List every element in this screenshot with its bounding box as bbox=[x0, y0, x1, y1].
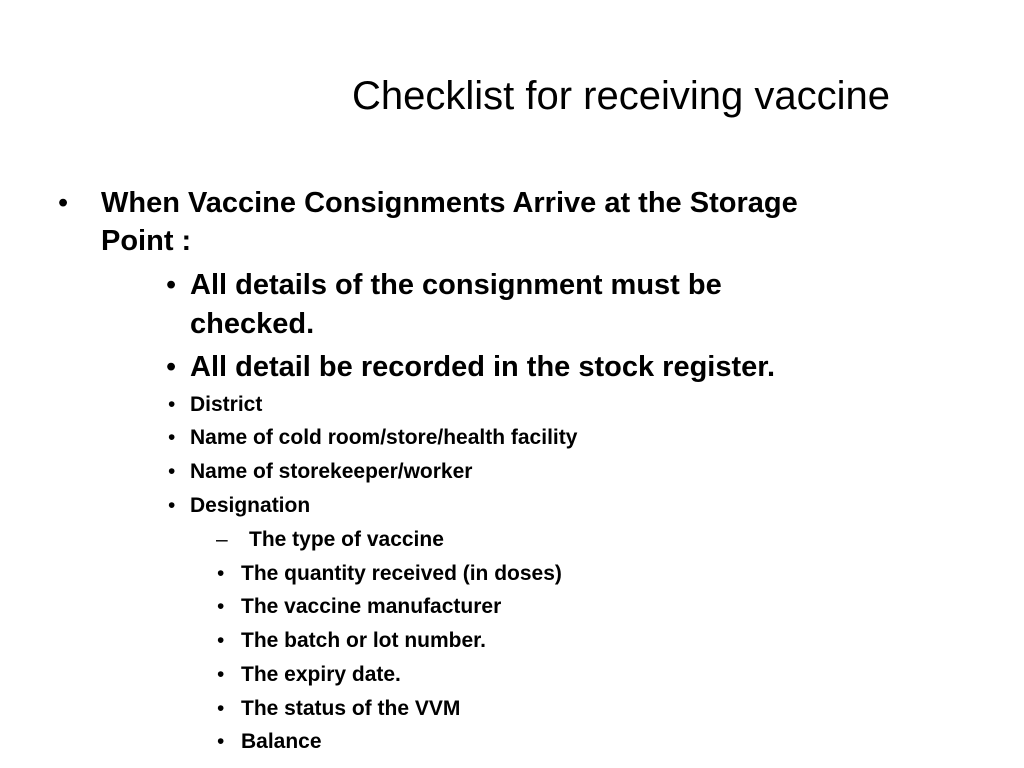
bullet-level1-line2: Point : bbox=[101, 225, 192, 257]
bullet-text: The batch or lot number. bbox=[241, 629, 487, 652]
bullet-text: The type of vaccine bbox=[249, 528, 444, 551]
bullet-level1-line1: When Vaccine Consignments Arrive at the Storage bbox=[101, 187, 798, 219]
bullet-dot-icon: • bbox=[217, 629, 225, 652]
bullet-dot-icon: • bbox=[168, 426, 176, 449]
bullet-text: Balance bbox=[241, 730, 322, 753]
bullet-text: The vaccine manufacturer bbox=[241, 595, 502, 618]
bullet-text-line2: checked. bbox=[190, 308, 315, 340]
bullet-dot-icon: • bbox=[168, 460, 176, 483]
bullet-dot-icon: • bbox=[166, 269, 177, 301]
bullet-dot-icon: • bbox=[168, 494, 176, 517]
bullet-dot-icon: • bbox=[217, 730, 225, 753]
bullet-dot-icon: • bbox=[217, 663, 225, 686]
bullet-dot-icon: • bbox=[217, 697, 225, 720]
bullet-text-line1: All details of the consignment must be bbox=[190, 269, 722, 301]
dash-icon: – bbox=[216, 528, 228, 551]
bullet-text: Name of storekeeper/worker bbox=[190, 460, 473, 483]
bullet-text: The expiry date. bbox=[241, 663, 401, 686]
bullet-text: District bbox=[190, 393, 263, 416]
bullet-dot-icon: • bbox=[58, 187, 69, 219]
bullet-text: The status of the VVM bbox=[241, 697, 461, 720]
bullet-dot-icon: • bbox=[166, 351, 177, 383]
bullet-dot-icon: • bbox=[168, 393, 176, 416]
bullet-text: Designation bbox=[190, 494, 311, 517]
bullet-text: Name of cold room/store/health facility bbox=[190, 426, 578, 449]
bullet-dot-icon: • bbox=[217, 562, 225, 585]
slide-title: Checklist for receiving vaccine bbox=[352, 74, 890, 118]
bullet-text: All detail be recorded in the stock register. bbox=[190, 351, 776, 383]
bullet-dot-icon: • bbox=[217, 595, 225, 618]
bullet-text: The quantity received (in doses) bbox=[241, 562, 562, 585]
